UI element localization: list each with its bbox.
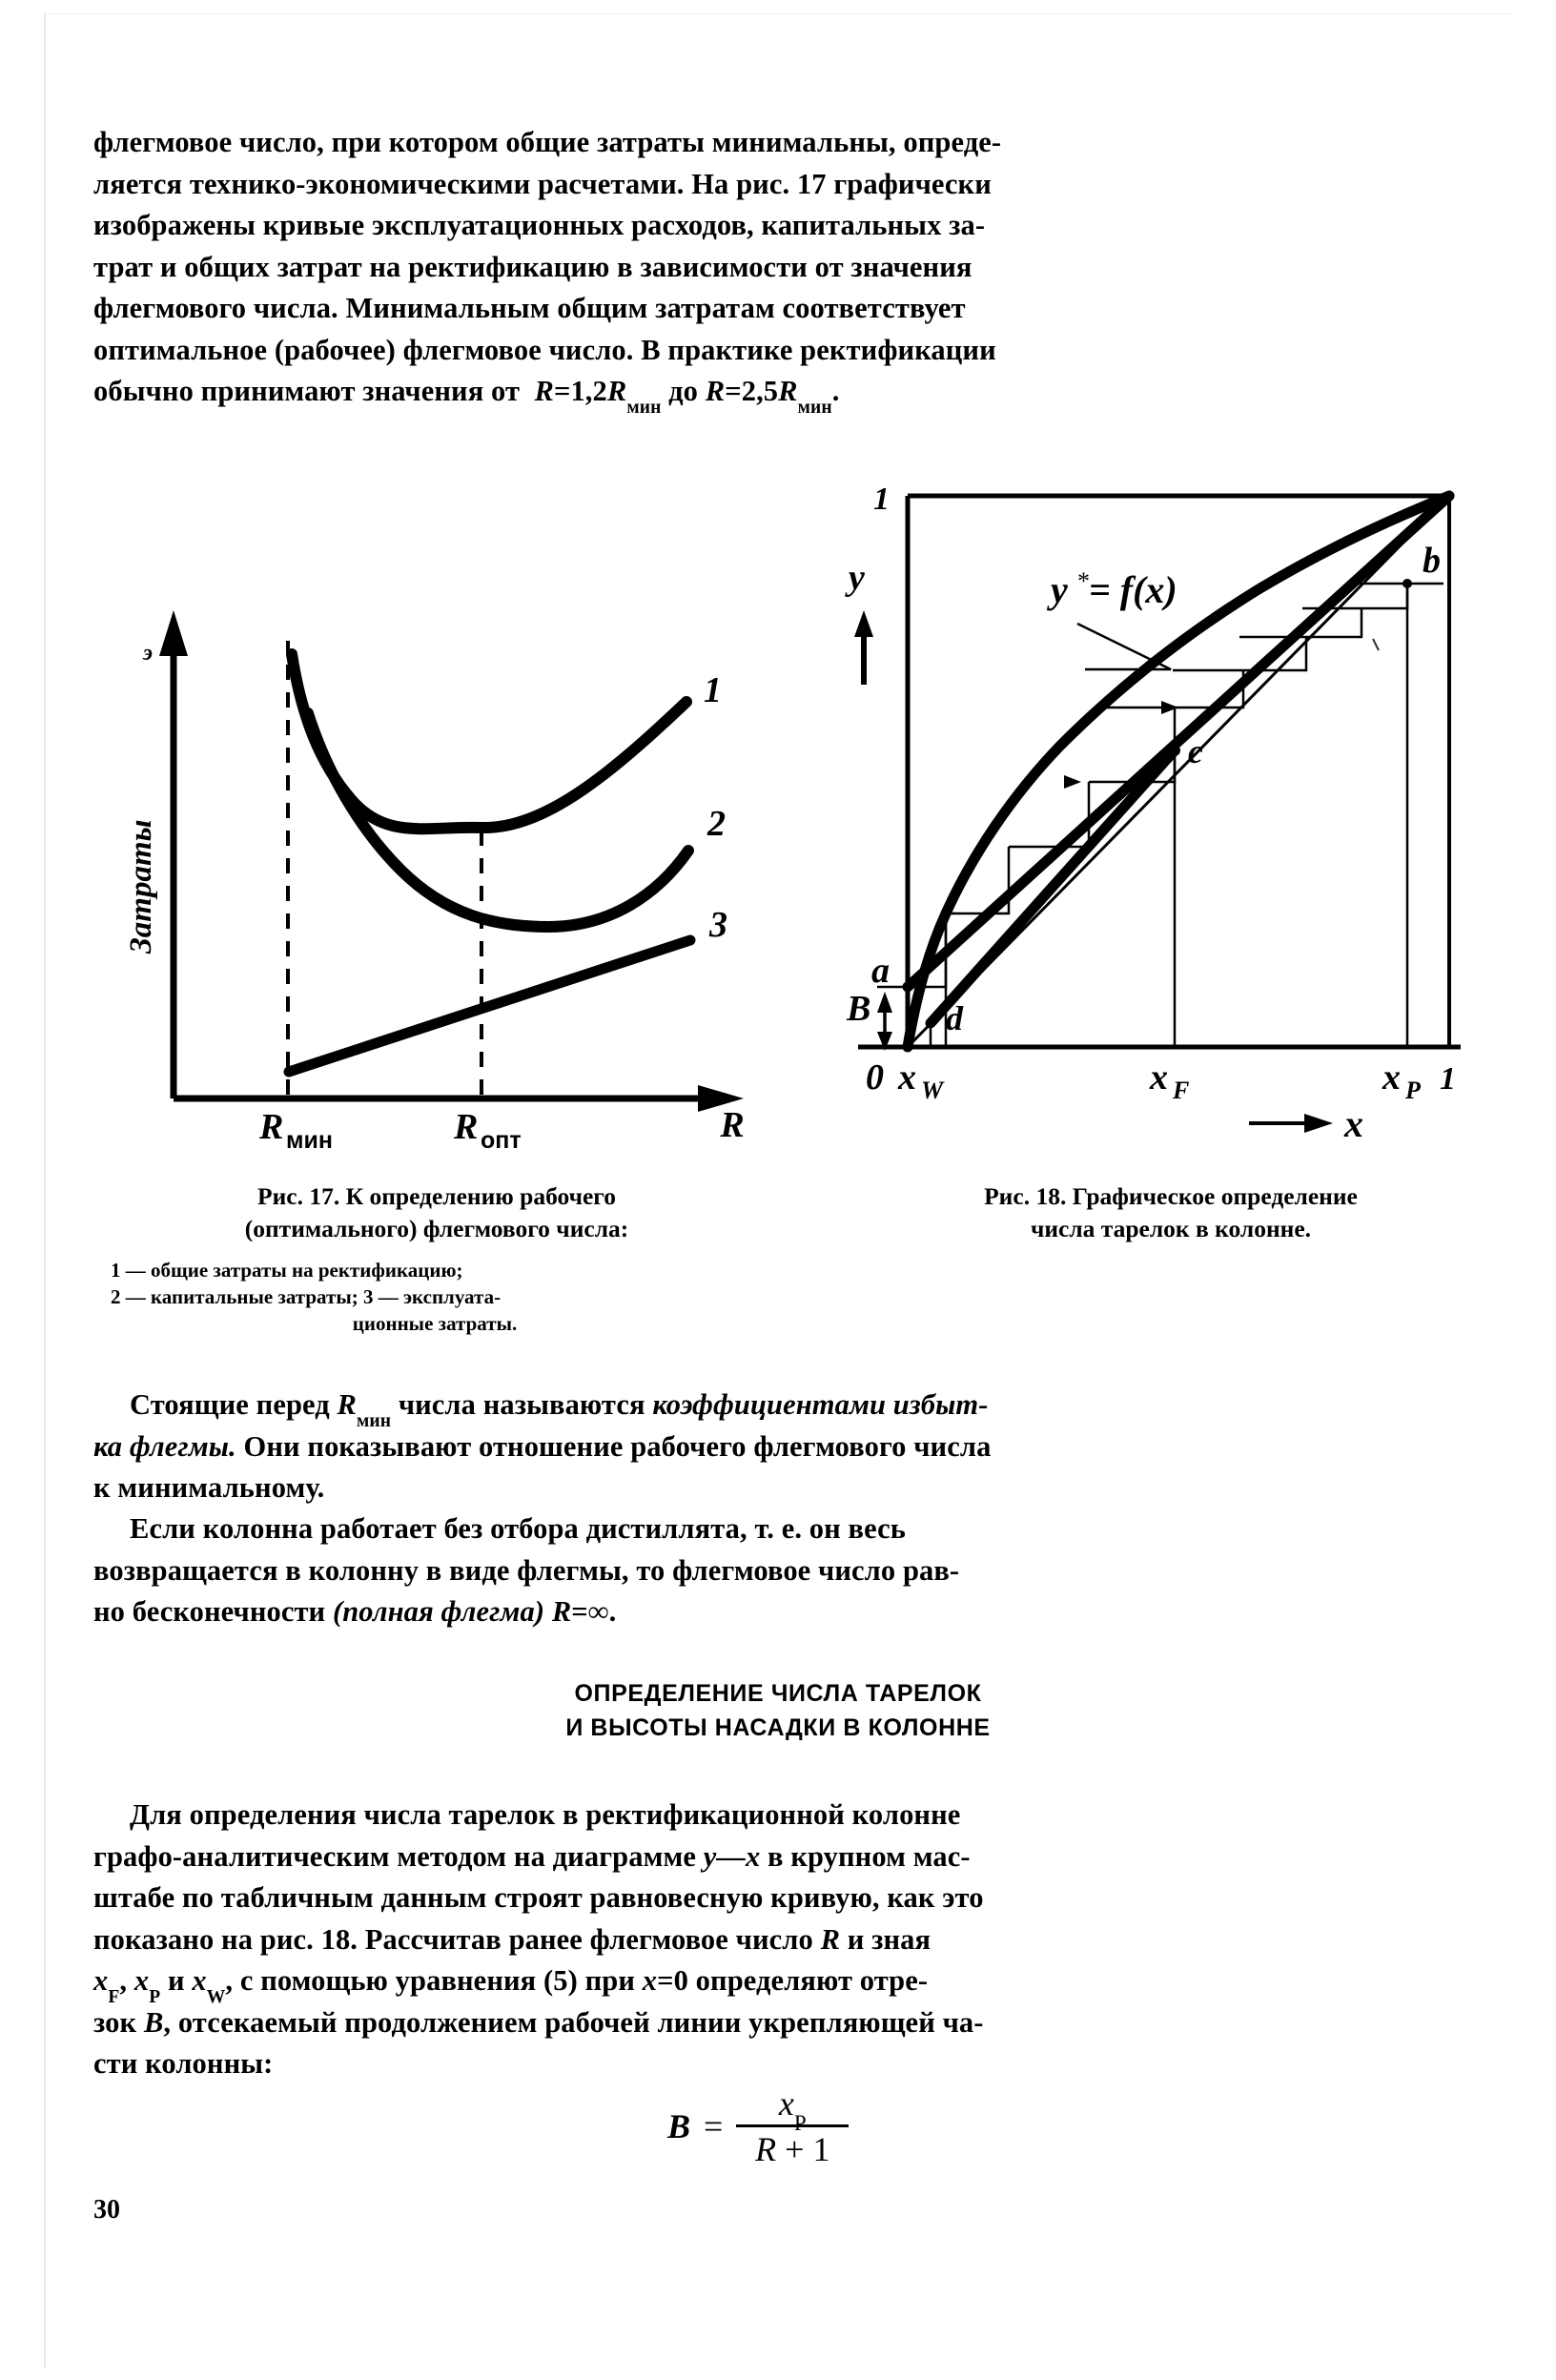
figure-17: [114, 572, 763, 1154]
fig18-caption-line2: числа тарелок в колонне.: [1030, 1215, 1312, 1242]
symbol-x-p: $x_P$: [133, 1964, 161, 2008]
fig17-legend-line2: 2 — капитальные затраты; 3 — эксплуата-: [111, 1285, 502, 1308]
fig18-operating-line-stripping: [931, 750, 1175, 1023]
fig18-scan-artifact: [1373, 639, 1379, 650]
p1-line7-text: обычно принимают значения от: [93, 375, 521, 407]
fig17-legend-line1: 1 — общие затраты на ректификацию;: [111, 1259, 463, 1282]
svg-text:опт: опт: [481, 1127, 522, 1154]
svg-text:x: x: [1150, 1057, 1168, 1098]
section-heading-line1: ОПРЕДЕЛЕНИЕ ЧИСЛА ТАРЕЛОК: [574, 1680, 982, 1707]
svg-text:мин: мин: [286, 1127, 333, 1154]
paragraph-plate-count: [93, 1795, 1476, 2085]
fig18-label-segment-b: B: [847, 989, 871, 1029]
p3-line3-pre: но бесконечности: [93, 1595, 326, 1628]
fig17-label-curve-2: 2: [707, 804, 726, 844]
fig18-caption-line1: Рис. 18. Графическое определение: [984, 1182, 1358, 1210]
p1-line6: оптимальное (рабочее) флегмовое число. В практике ректификации: [93, 333, 996, 366]
formula-numerator: $x_P$: [778, 2084, 807, 2135]
formula-r-min-2: $R=2,5R_{мин}$.: [705, 375, 840, 419]
scan-edge-left: [44, 13, 46, 2369]
svg-text:F: F: [1173, 1077, 1190, 1104]
p4-line6-end: , отсекаемый продолжением рабочей линии укрепляющей ча-: [163, 2005, 984, 2039]
p2-line2-italic: ка флегмы.: [93, 1429, 236, 1463]
symbol-x-w: $x_W$: [192, 1964, 226, 2008]
p4-line4-pre: показано на рис. 18. Рассчитав ранее флегмовое число: [93, 1922, 813, 1956]
fig17-curve-3-operational-costs: [289, 940, 690, 1072]
p4-line5-mid: , с помощью уравнения (5) при: [225, 1964, 635, 1997]
fig18-x-axis-arrow: [1249, 1114, 1333, 1133]
p3-line3-italic: (полная флегма): [332, 1595, 545, 1628]
figure-17-legend: [111, 1257, 759, 1337]
p2-line1-pre: Стоящие перед: [130, 1388, 330, 1421]
p1-line7-mid: до: [668, 375, 699, 407]
fig18-tick-xw: [897, 1057, 945, 1104]
p4-line2-end: в крупном мас-: [768, 1839, 971, 1873]
p1-line2: ляется технико-экономическими расчетами. На рис. 17 графически: [93, 167, 992, 200]
p1-line4: трат и общих затрат на ректификацию в зависимости от значения: [93, 250, 972, 283]
p4-line5-end: определяют отре-: [695, 1964, 929, 1997]
fig17-x-axis-label: R: [720, 1105, 745, 1145]
fig18-y-top-label: 1: [873, 482, 890, 517]
p4-line1: Для определения числа тарелок в ректификационной колонне: [130, 1798, 961, 1831]
fig17-legend-line3: ционные затраты.: [352, 1312, 518, 1335]
fig17-tick-rmin: [258, 1107, 333, 1154]
fig18-annotation-leader: [1077, 624, 1171, 669]
figure-18-plot: [839, 467, 1468, 1145]
formula-fraction: [736, 2086, 849, 2166]
fig18-segment-b-measure: [877, 987, 908, 1051]
svg-text:= f(x): = f(x): [1089, 568, 1177, 611]
fig18-x-axis-label: x: [1344, 1102, 1363, 1145]
p2-line2-rest: Они показывают отношение рабочего флегмового числа: [243, 1429, 992, 1463]
svg-text:y: y: [1051, 568, 1068, 611]
svg-text:*: *: [1077, 567, 1090, 595]
formula-equals: =: [704, 2107, 724, 2145]
svg-text:W: W: [921, 1077, 944, 1104]
paragraph-intro: [93, 122, 1466, 419]
fig17-axes: [159, 610, 744, 1112]
svg-text:x: x: [898, 1057, 916, 1098]
fig17-caption-line2: (оптимального) флегмового числа:: [244, 1215, 629, 1242]
fig18-y-axis-arrow: [854, 610, 873, 685]
p4-line7: сти колонны:: [93, 2047, 274, 2080]
scan-edge-top: [44, 13, 1512, 14]
page-number: 30: [93, 2195, 120, 2225]
fig18-step-arrows: [1064, 701, 1178, 789]
p4-line6-pre: зок: [93, 2005, 137, 2039]
p3-line1: Если колонна работает без отбора дистиллята, т. е. он весь: [130, 1512, 906, 1545]
symbol-r-min: $R_{мин}$: [337, 1388, 392, 1432]
figure-18: [839, 467, 1468, 1145]
figure-17-caption: [122, 1180, 751, 1245]
p4-symbol-b: B: [143, 2005, 164, 2039]
p4-line2-pre: графо-аналитическим методом на диаграмме: [93, 1839, 696, 1873]
p2-line3: к минимальному.: [93, 1471, 325, 1504]
p1-line1: флегмовое число, при котором общие затраты минимальны, опреде-: [93, 126, 1002, 158]
p4-symbol-r: R: [820, 1922, 841, 1956]
symbol-x-f: $x_F$,: [93, 1964, 128, 2008]
fig18-x-top-right-label: 1: [1440, 1061, 1456, 1097]
svg-text:R: R: [259, 1107, 284, 1147]
formula-segment-b: [667, 2086, 849, 2166]
condition-x-zero: x=0: [642, 1964, 688, 1997]
fig17-label-curve-1: 1: [704, 670, 722, 710]
section-heading: [0, 1676, 1556, 1745]
section-heading-line2: И ВЫСОТЫ НАСАДКИ В КОЛОННЕ: [565, 1714, 991, 1741]
fig17-guide-lines: [288, 641, 481, 1095]
formula-r-min-1: $R=1,2R_{мин}$: [534, 375, 662, 419]
fig17-curve1-minimum-marker: [477, 824, 486, 833]
fig18-point-c-label: c: [1188, 732, 1203, 770]
fig18-origin-label: 0: [866, 1057, 884, 1098]
figure-17-plot: [114, 572, 763, 1154]
fig18-point-markers: [1169, 579, 1412, 756]
svg-text:R: R: [454, 1107, 479, 1147]
formula-lhs: B: [667, 2107, 691, 2145]
p2-line1-italic: коэффициентами избыт-: [652, 1388, 989, 1421]
svg-text:P: P: [1405, 1077, 1421, 1104]
paragraph-total-reflux: [93, 1508, 1476, 1633]
fig17-y-axis-label: Затраты: [124, 819, 158, 954]
p4-symbol-yx: y—x: [703, 1839, 761, 1873]
p1-line3: изображены кривые эксплуатационных расходов, капитальных за-: [93, 209, 986, 241]
fig17-y-tip-mark: э: [143, 641, 153, 666]
fig18-tick-xp: [1382, 1057, 1422, 1104]
fig17-tick-ropt: [453, 1107, 522, 1154]
fig18-y-axis-label: y: [849, 558, 865, 598]
formula-denominator: R + 1: [755, 2130, 830, 2168]
p4-line3: штабе по табличным данным строят равновесную кривую, как это: [93, 1881, 984, 1914]
svg-text:x: x: [1382, 1057, 1401, 1098]
p2-line1-mid: числа называются: [398, 1388, 645, 1421]
p4-line4-end: и зная: [847, 1922, 932, 1956]
p3-line2: возвращается в колонну в виде флегмы, то флегмовое число рав-: [93, 1553, 960, 1587]
p4-line5-and: и: [167, 1964, 185, 1997]
fig18-point-a-label: a: [871, 951, 890, 991]
fig17-label-curve-3: 3: [709, 905, 727, 945]
fig18-tick-xf: [1149, 1057, 1189, 1104]
paragraph-excess-coefficients: [93, 1385, 1476, 1509]
p1-line5: флегмового числа. Минимальным общим затратам соответствует: [93, 292, 966, 324]
fig17-caption-line1: Рис. 17. К определению рабочего: [257, 1182, 616, 1210]
fig18-point-b-label: b: [1423, 541, 1441, 581]
figure-18-caption: [847, 1180, 1495, 1245]
formula-r-infinity: R=∞.: [551, 1595, 617, 1628]
fig18-point-d-label: d: [946, 999, 963, 1037]
